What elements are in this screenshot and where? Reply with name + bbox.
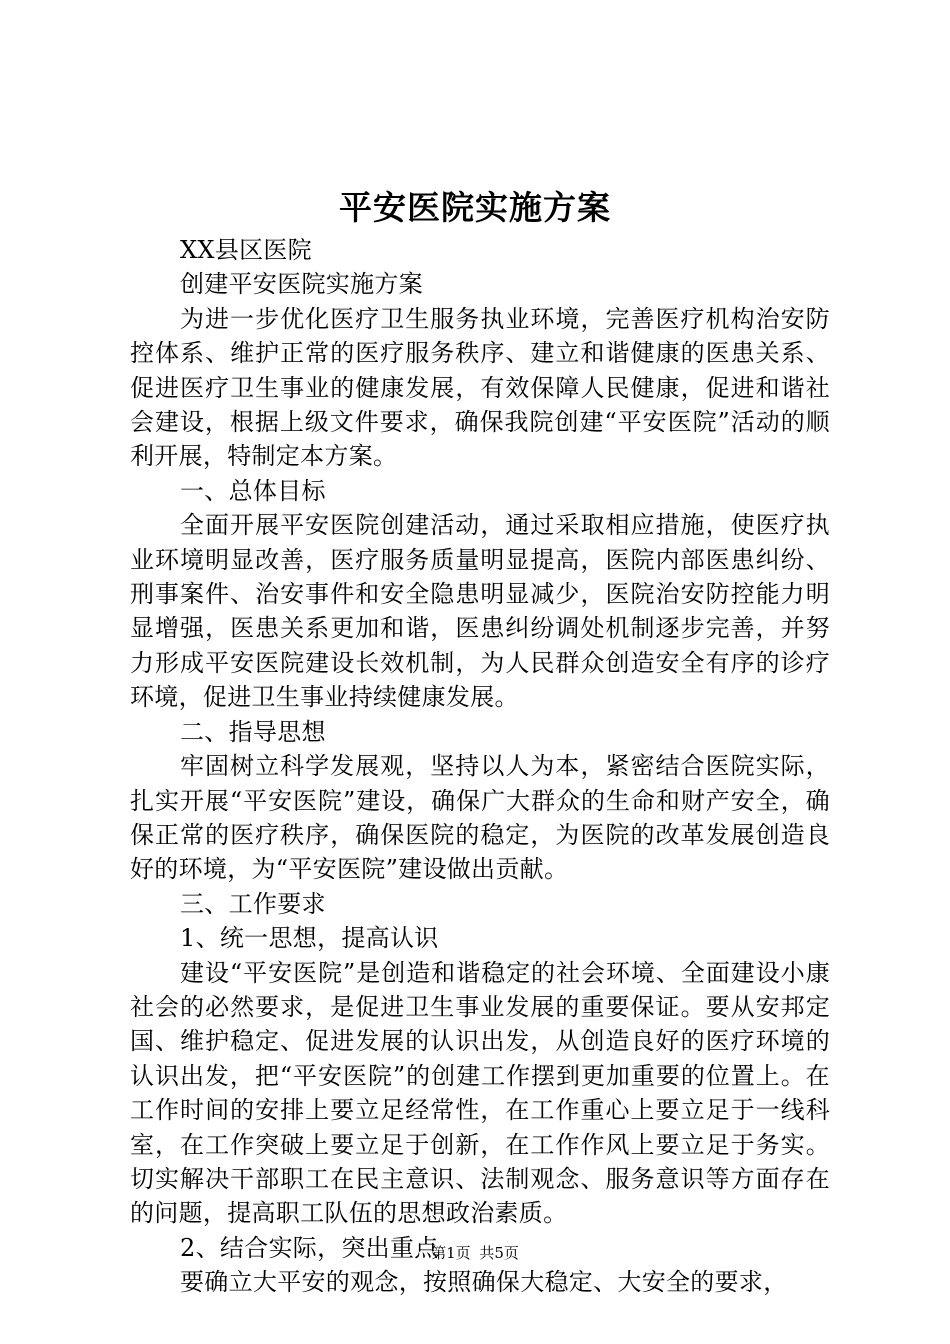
subheading-unify-thinking: 1、统一思想，提高认识	[180, 924, 439, 953]
paragraph-subtitle: 创建平安医院实施方案	[180, 270, 423, 299]
paragraph-overall-goal: 全面开展平安医院创建活动，通过采取相应措施，使医疗执业环境明显改善，医疗服务质量明显提高，医院内部医患纠纷、刑事案件、治安事件和安全隐患明显减少，医院治安防控能力明显增强，医患关系更加和谐，医患纠纷调处机制逐步完善，并努力形成平安医院建设长效机制，为人民群众创造安全有序的诊疗环境，促进卫生事业持续健康发展。	[130, 511, 830, 712]
paragraph-focus-priorities: 要确立大平安的观念，按照确保大稳定、大安全的要求，	[180, 1268, 788, 1297]
document-title: 平安医院实施方案	[339, 188, 611, 227]
paragraph-unify-thinking: 建设“平安医院”是创造和谐稳定的社会环境、全面建设小康社会的必然要求，是促进卫生事业发展的重要保证。要从安邦定国、维护稳定、促进发展的认识出发，从创造良好的医疗环境的认识出发，把“平安医院”的创建工作摆到更加重要的位置上。在工作时间的安排上要立足经常性，在工作重心上要立足于一线科室，在工作突破上要立足于创新，在工作作风上要立足于务实。切实解决干部职工在民主意识、法制观念、服务意识等方面存在的问题，提高职工队伍的思想政治素质。	[130, 958, 830, 1228]
page-footer	[0, 1242, 950, 1264]
document-body	[130, 233, 830, 1300]
heading-overall-goal: 一、总体目标	[180, 476, 326, 505]
heading-guiding-idea: 二、指导思想	[180, 717, 326, 746]
paragraph-guiding-idea: 牢固树立科学发展观，坚持以人为本，紧密结合医院实际，扎实开展“平安医院”建设，确保广大群众的生命和财产安全，确保正常的医疗秩序，确保医院的稳定，为医院的改革发展创造良好的环境，为“平安医院”建设做出贡献。	[130, 752, 830, 884]
subheading-focus-priorities: 2、结合实际，突出重点	[180, 1233, 439, 1262]
page-total: 共5页	[479, 1244, 519, 1262]
page-number: 第1页	[431, 1244, 471, 1262]
paragraph-hospital-name: XX县区医院	[180, 236, 312, 264]
heading-work-requirements: 三、工作要求	[180, 889, 326, 918]
paragraph-intro: 为进一步优化医疗卫生服务执业环境，完善医疗机构治安防控体系、维护正常的医疗服务秩序、建立和谐健康的医患关系、促进医疗卫生事业的健康发展，有效保障人民健康，促进和谐社会建设，根据上级文件要求，确保我院创建“平安医院”活动的顺利开展，特制定本方案。	[130, 304, 830, 471]
